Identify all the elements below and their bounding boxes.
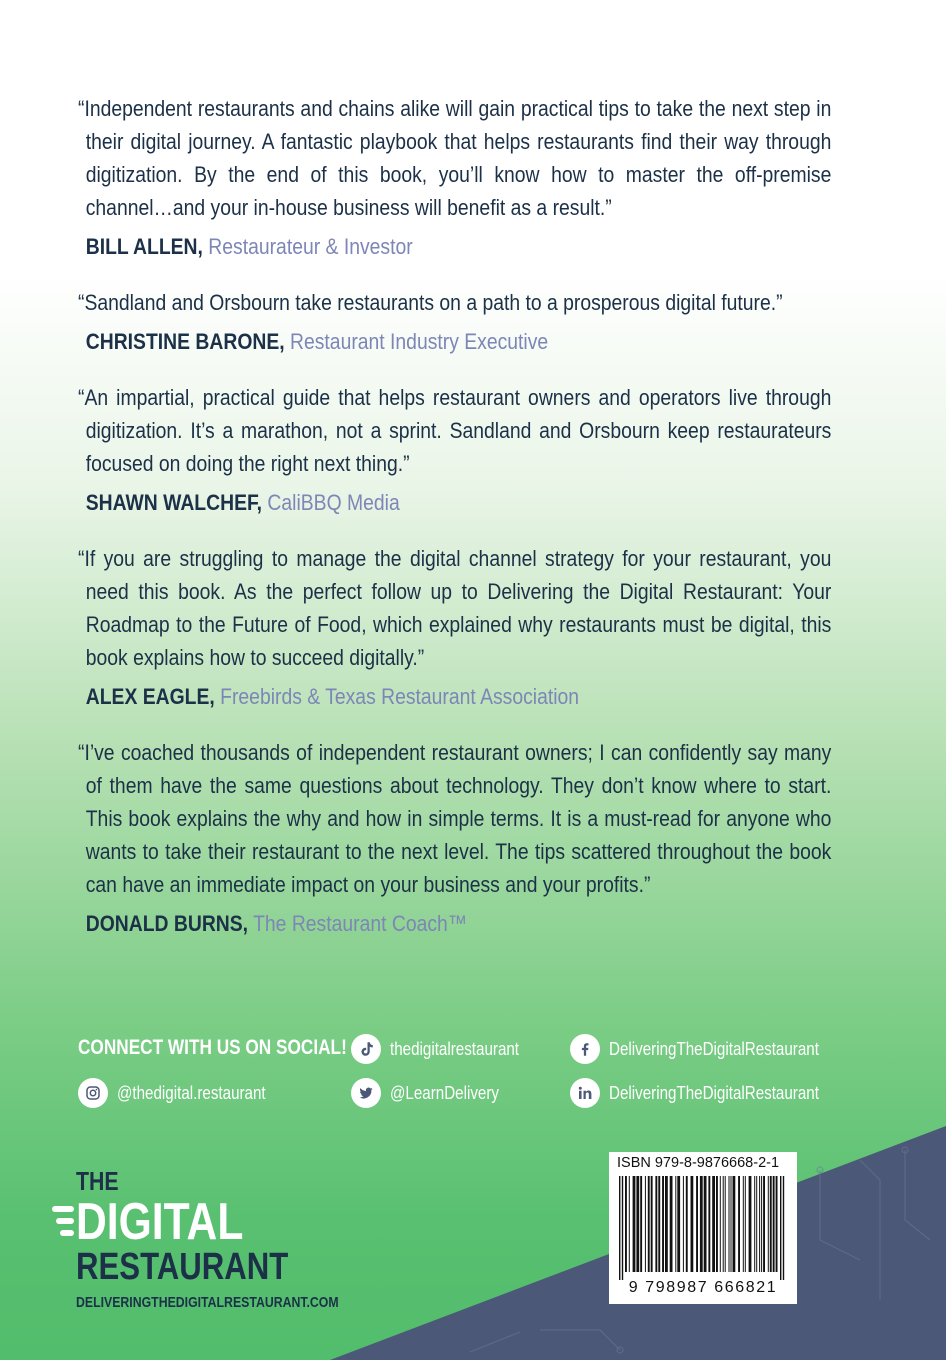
barcode-bar [636, 1176, 639, 1272]
isbn-number: ISBN 979-8-9876668-2-1 [617, 1155, 780, 1171]
barcode-bar [763, 1176, 765, 1272]
tiktok-handle [390, 1038, 547, 1060]
author-name: SHAWN WALCHEF, [85, 490, 263, 515]
barcode-bar [738, 1176, 740, 1272]
author-name: CHRISTINE BARONE, [85, 329, 285, 354]
facebook-handle [609, 1038, 865, 1060]
barcode-bar [625, 1176, 627, 1272]
social-linkedin[interactable] [570, 1077, 865, 1109]
logo-restaurant [76, 1244, 335, 1290]
barcode-bar [651, 1176, 653, 1272]
barcode-bar [743, 1176, 744, 1272]
barcode-bar [745, 1176, 746, 1272]
social-heading-text: CONNECT WITH US ON SOCIAL! [78, 1036, 347, 1059]
author-role: Restaurant Industry Executive [290, 329, 549, 354]
quote-attribution [78, 488, 720, 518]
barcode-bar [708, 1176, 710, 1272]
instagram-handle [117, 1082, 298, 1104]
barcode-guard-bar [619, 1176, 620, 1280]
barcode-bar [770, 1176, 772, 1272]
barcode-bar [645, 1176, 646, 1272]
barcode-bar [640, 1176, 642, 1272]
linkedin-icon [570, 1078, 600, 1108]
barcode-bar [776, 1176, 778, 1272]
barcode-bar [749, 1176, 752, 1272]
quote-text: “If you are struggling to manage the digital channel strategy for your restaurant, you need this book. As the perfect follow up to Delivering the Digital Restaurant: Your Roadmap to the Future of Food, which explained why restaurants must be digital, this book explains how to succeed digitally.” [78, 546, 832, 670]
quote-text: “I’ve coached thousands of independent restaurant owners; I can confidently say many of them have the same questions about technology. They don’t know where to start. This book explains the why and how in simple terms. It is a must-read for anyone who wants to take their restaurant to the next level. The tips scattered throughout the book can have an immediate impact on your business and your profits.” [78, 740, 832, 897]
author-name: DONALD BURNS, [85, 911, 249, 936]
social-tiktok[interactable] [351, 1033, 547, 1065]
barcode-guard-bar [783, 1176, 784, 1280]
barcode-bar [696, 1176, 698, 1272]
twitter-handle-text: @LearnDelivery [390, 1082, 499, 1103]
twitter-icon [351, 1078, 381, 1108]
barcode-bar [700, 1176, 703, 1272]
barcode-guard-bar [780, 1176, 781, 1280]
barcode-bar [754, 1176, 755, 1272]
website-url-text: DELIVERINGTHEDIGITALRESTAURANT.COM [76, 1294, 339, 1311]
quote-shawn-walchef [78, 381, 832, 518]
barcode-bar [675, 1176, 676, 1272]
barcode-bar [633, 1176, 636, 1272]
barcode-bar [629, 1176, 630, 1272]
barcode-bar [677, 1176, 680, 1272]
quote-attribution [78, 327, 720, 357]
twitter-handle [390, 1082, 523, 1104]
quote-text: “Sandland and Orsbourn take restaurants on a path to a prosperous digital future.” [78, 290, 783, 315]
barcode-bar [670, 1176, 673, 1272]
logo-restaurant-text: RESTAURANT [76, 1246, 289, 1288]
barcode-bar [725, 1176, 726, 1272]
barcode-bar [683, 1176, 684, 1272]
barcode-bar [686, 1176, 688, 1272]
barcode-bar [773, 1176, 775, 1272]
author-role: The Restaurant Coach™ [253, 911, 468, 936]
social-facebook[interactable] [570, 1033, 865, 1065]
tiktok-handle-text: thedigitalrestaurant [390, 1038, 520, 1059]
author-name: BILL ALLEN, [85, 234, 203, 259]
facebook-icon [570, 1034, 600, 1064]
barcode-bar [712, 1176, 715, 1272]
website-link[interactable] [76, 1294, 396, 1311]
barcode-bar [658, 1176, 660, 1272]
logo-digital-text: DIGITAL [76, 1193, 244, 1251]
barcode-bar [768, 1176, 769, 1272]
quote-donald-burns [78, 736, 832, 939]
author-role: CaliBBQ Media [267, 490, 400, 515]
isbn-barcode [609, 1152, 797, 1304]
social-instagram[interactable] [78, 1077, 298, 1109]
barcode-bars [617, 1176, 789, 1280]
barcode-bar [723, 1176, 724, 1272]
quote-attribution [78, 909, 720, 939]
barcode-bar [655, 1176, 657, 1272]
instagram-handle-text: @thedigital.restaurant [117, 1082, 266, 1103]
quote-attribution [78, 682, 720, 712]
barcode-bar [691, 1176, 694, 1272]
quote-text: “Independent restaurants and chains alike will gain practical tips to take the next step in their digital journey. A fantastic playbook that helps restaurants find their way through digitization. By the end of this book, you’ll know how to master the off-premise channel…and your in-house business will benefit as a result.” [78, 96, 832, 220]
instagram-icon [78, 1078, 108, 1108]
barcode-bar [729, 1176, 730, 1272]
barcode-guard-bar [622, 1176, 623, 1280]
barcode-digits: 9 798987 666821 [628, 1279, 778, 1296]
social-twitter[interactable] [351, 1077, 523, 1109]
quote-alex-eagle [78, 542, 832, 712]
author-role: Freebirds & Texas Restaurant Association [220, 684, 580, 709]
barcode-bar [716, 1176, 718, 1272]
author-name: ALEX EAGLE, [85, 684, 215, 709]
barcode-bar [731, 1176, 732, 1272]
linkedin-handle [609, 1082, 865, 1104]
barcode-bar [662, 1176, 664, 1272]
quote-attribution [78, 232, 720, 262]
quote-text: “An impartial, practical guide that helps restaurant owners and operators live through digitization. It’s a marathon, not a sprint. Sandland and Orsbourn keep restaurateurs focused on doing the right next thing.” [78, 385, 832, 476]
barcode-bar [733, 1176, 736, 1272]
barcode-bar [720, 1176, 721, 1272]
logo-speed-lines [50, 1204, 74, 1240]
quote-bill-allen [78, 92, 832, 262]
barcode-bar [756, 1176, 757, 1272]
logo-the-text: THE [76, 1166, 119, 1196]
facebook-handle-text: DeliveringTheDigitalRestaurant [609, 1038, 819, 1059]
author-role: Restaurateur & Investor [208, 234, 413, 259]
barcode-bar [665, 1176, 668, 1272]
tiktok-icon [351, 1034, 381, 1064]
quote-christine-barone [78, 286, 824, 357]
barcode-bar [648, 1176, 650, 1272]
barcode-bar [759, 1176, 760, 1272]
barcode-bar [704, 1176, 707, 1272]
linkedin-handle-text: DeliveringTheDigitalRestaurant [609, 1082, 819, 1103]
barcode-bar [761, 1176, 762, 1272]
